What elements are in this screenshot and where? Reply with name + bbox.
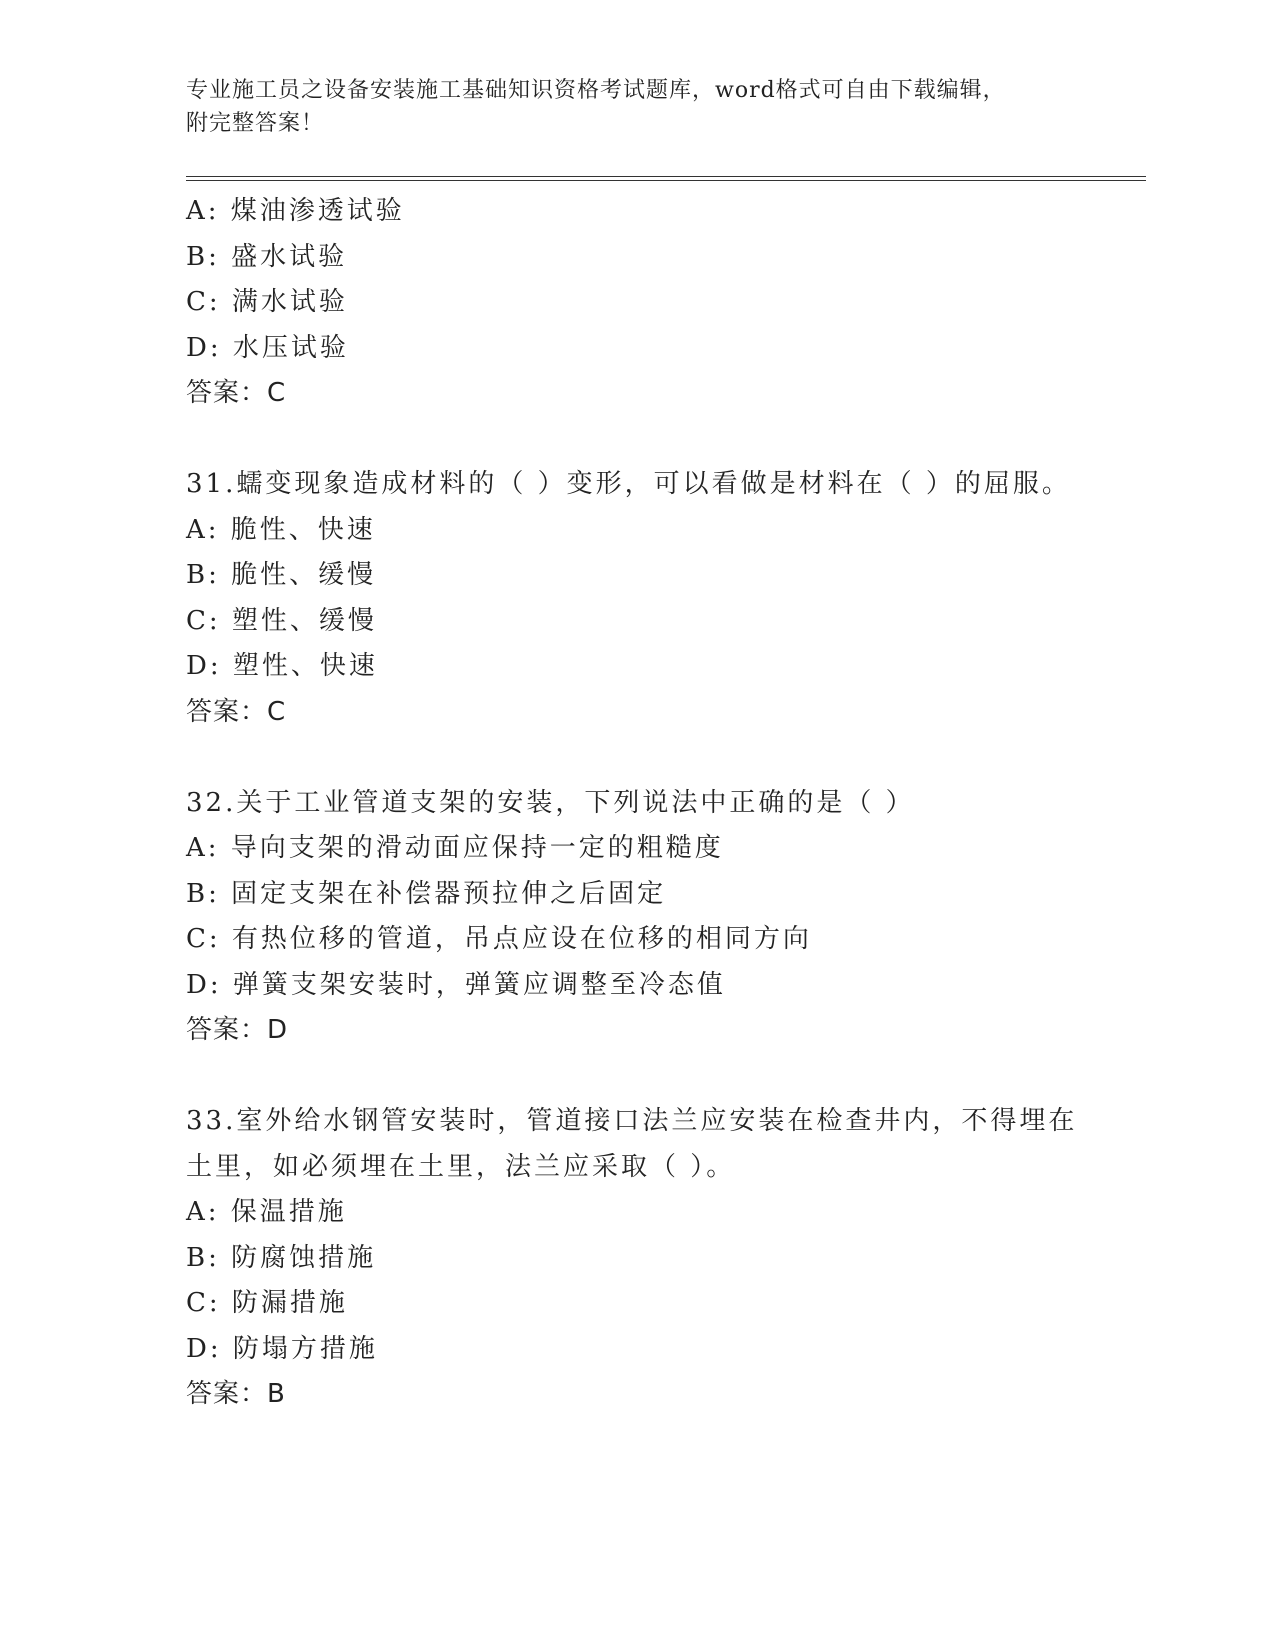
option-b: B: 脆性、缓慢: [186, 560, 377, 590]
answer-line: 答案：B: [186, 1379, 286, 1409]
option-d: D: 弹簧支架安装时，弹簧应调整至冷态值: [186, 969, 726, 1000]
option-d: D: 塑性、快速: [186, 651, 378, 681]
spacer: [186, 417, 1146, 463]
question-32: [186, 781, 1146, 1054]
question-stem: 31.蠕变现象造成材料的（ ）变形，可以看做是材料在（ ）的屈服。: [186, 469, 1071, 499]
answer-line: 答案：D: [186, 1015, 289, 1045]
question-33: [186, 1099, 1146, 1418]
spacer: [186, 1054, 1146, 1100]
option-a: A: 保温措施: [186, 1197, 347, 1227]
question-list: [186, 189, 1146, 1418]
question-30-continued: [186, 189, 1146, 417]
document-header: [186, 74, 1086, 140]
option-d: D: 水压试验: [186, 332, 349, 363]
option-c: C: 防漏措施: [186, 1288, 348, 1318]
question-stem: 32.关于工业管道支架的安装，下列说法中正确的是（ ）: [186, 787, 915, 818]
question-stem-line-1: 33.室外给水钢管安装时，管道接口法兰应安装在检查井内，不得埋在: [186, 1106, 1078, 1136]
option-a: A: 导向支架的滑动面应保持一定的粗糙度: [186, 833, 724, 863]
option-a: A: 煤油渗透试验: [186, 196, 405, 226]
option-b: B: 盛水试验: [186, 241, 348, 272]
option-b: B: 固定支架在补偿器预拉伸之后固定: [186, 878, 667, 909]
answer-line: 答案：C: [186, 378, 287, 408]
option-a: A: 脆性、快速: [186, 514, 376, 545]
header-line-2: 附完整答案！: [186, 111, 325, 136]
question-31: [186, 462, 1146, 735]
option-b: B: 防腐蚀措施: [186, 1242, 377, 1273]
option-c: C: 塑性、缓慢: [186, 605, 377, 636]
option-c: C: 满水试验: [186, 287, 348, 317]
question-stem-line-2: 土里，如必须埋在土里，法兰应采取（ ）。: [186, 1151, 736, 1182]
spacer: [186, 735, 1146, 781]
option-c: C: 有热位移的管道，吊点应设在位移的相同方向: [186, 924, 812, 954]
answer-line: 答案：C: [186, 696, 287, 727]
option-d: D: 防塌方措施: [186, 1333, 378, 1364]
header-divider: [186, 176, 1146, 181]
header-line-1: 专业施工员之设备安装施工基础知识资格考试题库，word格式可自由下载编辑，: [186, 78, 1006, 103]
